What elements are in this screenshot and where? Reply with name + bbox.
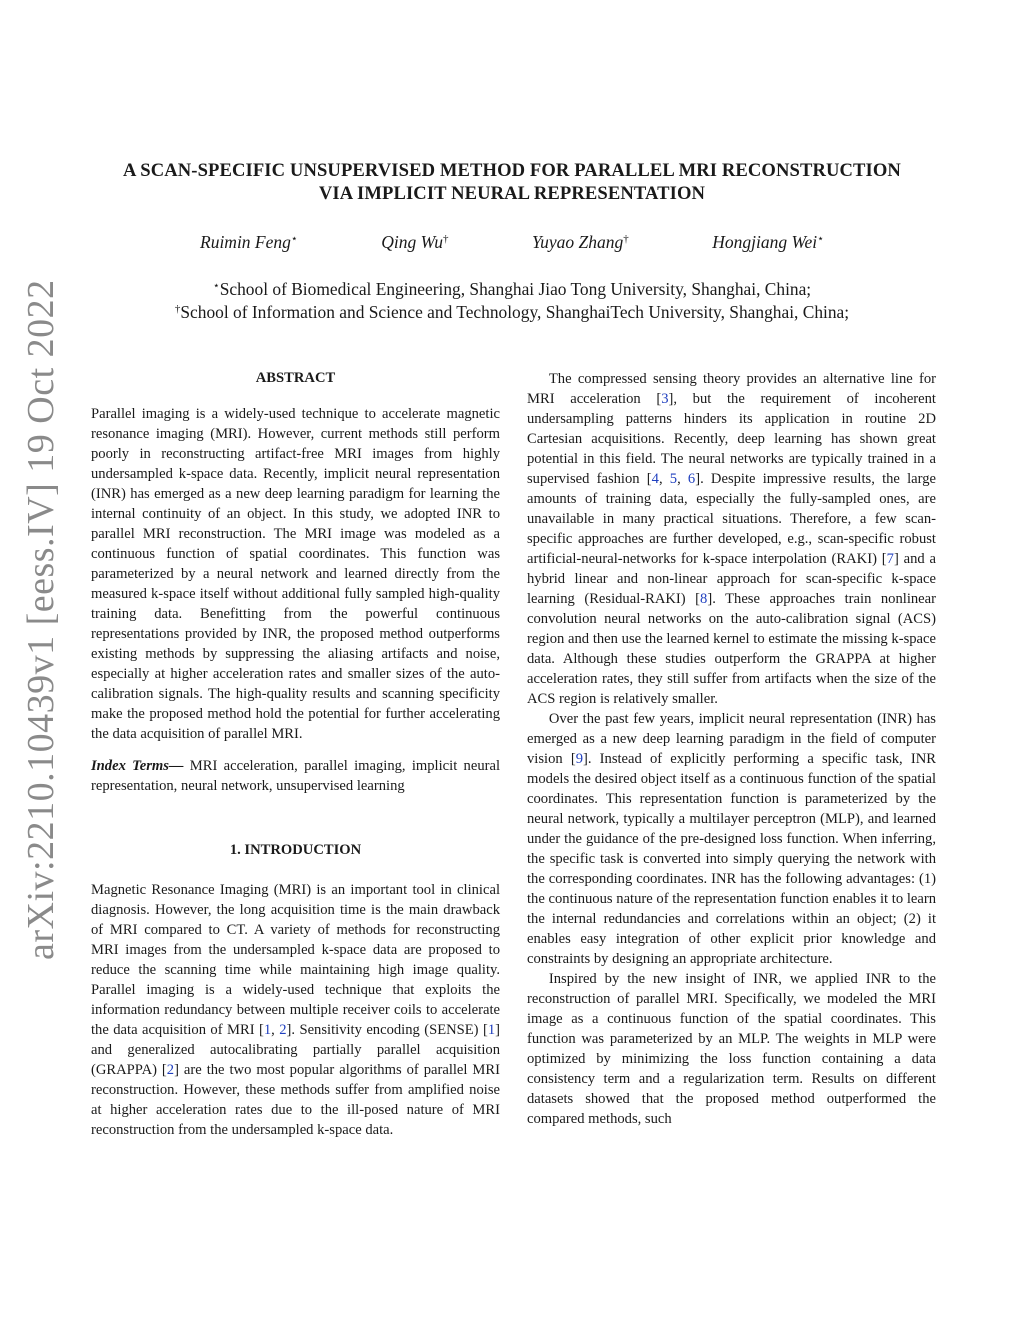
citation-link[interactable]: 6: [687, 471, 696, 487]
index-terms-label: Index Terms—: [91, 758, 184, 774]
left-column: [91, 368, 500, 1140]
abstract-heading: ABSTRACT: [255, 370, 336, 386]
author-3: Yuyao Zhang†: [532, 232, 629, 252]
right-column: [527, 369, 936, 1129]
affiliation-2: †School of Information and Science and Technology, ShanghaiTech University, Shanghai, China;: [174, 302, 850, 322]
author-list: [200, 232, 824, 253]
citation-link[interactable]: 4: [651, 471, 659, 487]
citation-link[interactable]: 5: [669, 471, 678, 487]
citation-link[interactable]: 7: [886, 551, 894, 567]
citation-link[interactable]: 2: [279, 1022, 287, 1038]
index-terms-text: MRI acceleration, parallel imaging, implicit neural representation, neural network, unsupervised learning: [91, 758, 501, 794]
arxiv-identifier-stamp: arXiv:2210.10439v1 [eess.IV] 19 Oct 2022: [20, 279, 62, 960]
citation-link[interactable]: 1: [487, 1022, 496, 1038]
intro-paragraph-2: The compressed sensing theory provides an alternative line for MRI acceleration [3], but the requirement of incoherent undersampling patterns hinders its application in routine 2D Cartesian acquisitions. Recently, deep learning has shown great potential in this field. The neural networks are typically trained in a supervised fashion [4, 5, 6]. Despite impressive results, the large amounts of training data, especially the fully-sampled ones, are unavailable in many practical situations. Therefore, a few scan-specific approaches are further developed, e.g., scan-specific robust artificial-neural-networks for k-space interpolation (RAKI) [7] and a hybrid linear and non-linear approach for scan-specific k-space learning (Residual-RAKI) [8]. These approaches train nonlinear convolution neural networks on the auto-calibration signal (ACS) region and then use the learned kernel to estimate the missing k-space data. Although these studies outperform the GRAPPA at higher acceleration rates, they still suffer from artifacts when the size of the ACS region is relatively smaller.: [527, 371, 936, 707]
citation-link[interactable]: 9: [575, 751, 583, 767]
author-4: Hongjiang Wei⋆: [712, 232, 824, 252]
title-line-2: VIA IMPLICIT NEURAL REPRESENTATION: [318, 183, 706, 204]
affiliation-1: ⋆School of Biomedical Engineering, Shanghai Jiao Tong University, Shanghai, China;: [212, 279, 812, 299]
abstract-text: Parallel imaging is a widely-used technique to accelerate magnetic resonance imaging (MRI). However, current methods still perform poorly in reconstructing artifact-free MRI images from highly undersampled k-space data. Recently, implicit neural representation (INR) has emerged as a new deep learning paradigm for learning the internal continuity of an object. In this study, we adopted INR to parallel MRI reconstruction. The MRI image was modeled as a continuous function of spatial coordinates. This function was parameterized by a neural network and learned directly from the measured k-space itself without additional fully sampled high-quality training data. Benefitting from the powerful continuous representations provided by INR, the proposed method outperforms existing methods by suppressing the aliasing artifacts and noise, especially at higher acceleration rates and smaller sizes of the auto-calibration signals. The high-quality results and scanning specificity make the proposed method hold the potential for further accelerating the data acquisition of parallel MRI.: [91, 406, 500, 742]
index-terms: [91, 756, 500, 796]
intro-paragraph-4: Inspired by the new insight of INR, we applied INR to the reconstruction of parallel MRI. Specifically, we modeled the MRI image as a continuous function of the spatial coordinates. This function was parameterized by an MLP. The weights in MLP were optimized by minimizing the loss function containing a data consistency term and a regularization term. Results on different datasets showed that the proposed method outperformed the compared methods, such: [527, 971, 936, 1127]
citation-link[interactable]: 8: [700, 591, 708, 607]
title-line-1: A SCAN-SPECIFIC UNSUPERVISED METHOD FOR PARALLEL MRI RECONSTRUCTION: [123, 160, 901, 181]
citation-link[interactable]: 1: [263, 1022, 272, 1038]
paper-title: [80, 159, 944, 205]
citation-link[interactable]: 2: [166, 1062, 175, 1078]
intro-paragraph-3: Over the past few years, implicit neural representation (INR) has emerged as a new deep learning paradigm in the field of computer vision [9]. Instead of explicitly performing a specific task, INR models the desired object itself as a continuous function of the spatial coordinates. This representation function is parameterized by the neural network, typically a multilayer perceptron (MLP), and learned under the guidance of the pre-designed loss function. When inferring, the specific task is converted into simply querying the network with the corresponding coordinates. INR has the following advantages: (1) the continuous nature of the representation function enables it to learn the internal redundancies and correlations within an object; (2) it enables easy integration of other explicit prior knowledge and constraints by designing an appropriate architecture.: [527, 711, 936, 967]
intro-paragraph-1: Magnetic Resonance Imaging (MRI) is an important tool in clinical diagnosis. However, the long acquisition time is the main drawback of MRI compared to CT. A variety of methods for reconstructing MRI images from the undersampled k-space data are proposed to reduce the scanning time while maintaining high image quality. Parallel imaging is a widely-used technique that exploits the information redundancy between multiple receiver coils to accelerate the data acquisition of MRI [1, 2]. Sensitivity encoding (SENSE) [1] and generalized autocalibrating partially parallel acquisition (GRAPPA) [2] are the two most popular algorithms of parallel MRI reconstruction. However, these methods suffer from amplified noise at higher acceleration rates due to the ill-posed nature of MRI reconstruction from the undersampled k-space data.: [91, 882, 500, 1138]
author-1: Ruimin Feng⋆: [200, 232, 298, 252]
introduction-heading: 1. INTRODUCTION: [229, 842, 362, 858]
citation-link[interactable]: 3: [661, 391, 669, 407]
author-2: Qing Wu†: [381, 232, 449, 252]
